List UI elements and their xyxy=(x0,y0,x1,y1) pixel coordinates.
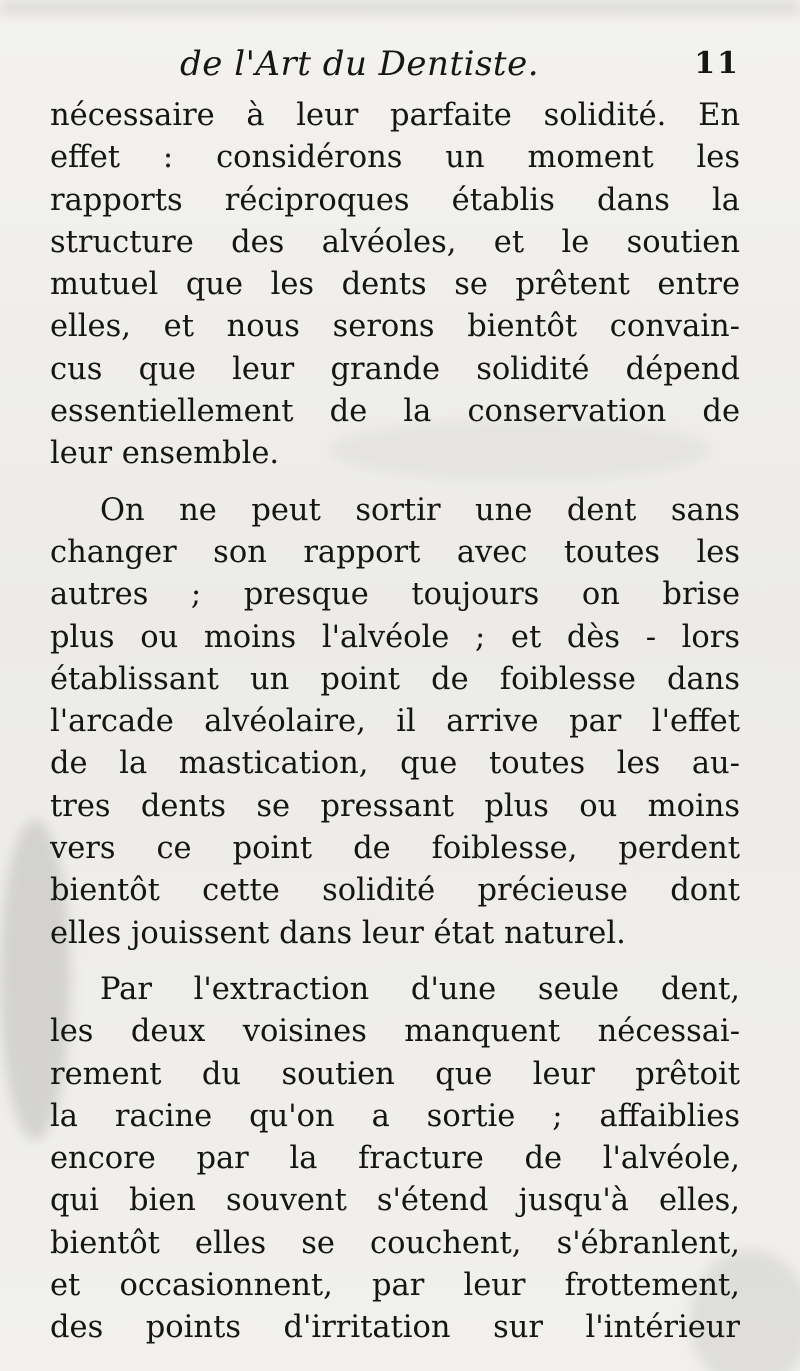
text-line: structure des alvéoles, et le soutien xyxy=(50,224,740,260)
text-line: mutuel que les dents se prêtent entre xyxy=(50,267,740,303)
text-line: établissant un point de foiblesse dans xyxy=(50,661,740,697)
running-title: de l'Art du Dentiste. xyxy=(180,44,540,84)
text-line: des points d'irritation sur l'intérieur xyxy=(50,1310,740,1346)
running-head xyxy=(50,44,740,96)
text-line: cus que leur grande solidité dépend xyxy=(50,351,740,387)
text-line: qui bien souvent s'étend jusqu'à elles, xyxy=(50,1183,740,1219)
text-line: bientôt cette solidité précieuse dont xyxy=(50,873,740,909)
text-line: rapports réciproques établis dans la xyxy=(50,182,740,218)
text-line: de la mastication, que toutes les au- xyxy=(50,746,740,782)
text-line: la racine qu'on a sortie ; affaiblies xyxy=(50,1098,740,1134)
text-line: et occasionnent, par leur frottement, xyxy=(50,1268,740,1304)
text-line: Par l'extraction d'une seule dent, xyxy=(100,971,740,1007)
text-line: autres ; presque toujours on brise xyxy=(50,577,740,613)
text-line: les deux voisines manquent nécessai- xyxy=(50,1014,740,1050)
text-line: changer son rapport avec toutes les xyxy=(50,534,740,570)
text-line: On ne peut sortir une dent sans xyxy=(100,492,740,528)
paragraph xyxy=(50,969,740,1350)
paragraph xyxy=(50,95,740,476)
text-line: tres dents se pressant plus ou moins xyxy=(50,788,740,824)
text-line: bientôt elles se couchent, s'ébranlent, xyxy=(50,1225,740,1261)
paper-edge-shadow xyxy=(0,0,800,14)
text-line: rement du soutien que leur prêtoit xyxy=(50,1056,740,1092)
text-line: encore par la fracture de l'alvéole, xyxy=(50,1141,740,1177)
page-number: 11 xyxy=(694,46,740,81)
text-line: effet : considérons un moment les xyxy=(50,140,740,176)
text-line: nécessaire à leur parfaite solidité. En xyxy=(50,98,740,133)
body-text xyxy=(50,95,740,1364)
text-line: essentiellement de la conservation de xyxy=(50,394,740,430)
paragraph xyxy=(50,490,740,955)
text-line: leur ensemble. xyxy=(50,436,280,472)
text-line: elles, et nous serons bientôt convain- xyxy=(50,309,740,345)
text-line: l'arcade alvéolaire, il arrive par l'effet xyxy=(50,704,740,740)
text-line: elles jouissent dans leur état naturel. xyxy=(50,915,626,951)
text-line: vers ce point de foiblesse, perdent xyxy=(50,831,740,867)
text-line: plus ou moins l'alvéole ; et dès - lors xyxy=(50,619,740,655)
